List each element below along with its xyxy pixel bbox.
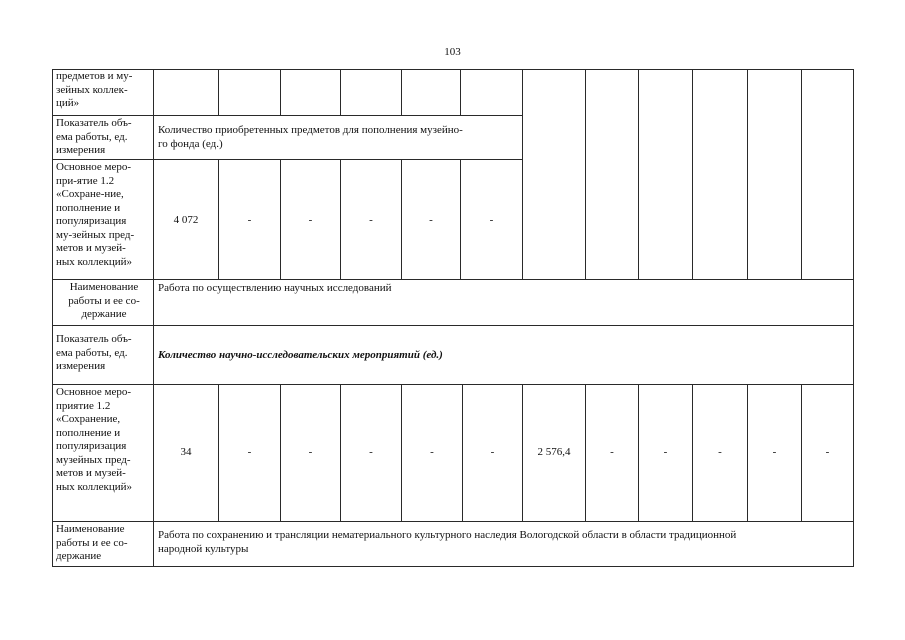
row-label-work-name: Наименование работы и ее со- держание bbox=[68, 281, 140, 320]
value-cell: - bbox=[610, 446, 614, 458]
row-label-volume-indicator: Показатель объ- ема работы, ед. измерения bbox=[56, 117, 132, 156]
value-cell: 4 072 bbox=[173, 214, 199, 226]
value-cell: - bbox=[247, 214, 252, 226]
value-cell: - bbox=[308, 446, 313, 458]
value-cell: 34 bbox=[180, 446, 192, 458]
value-cell: - bbox=[308, 214, 313, 226]
value-cell: - bbox=[369, 214, 373, 226]
indicator-research-events: Количество научно-исследовательских мероприятий (ед.) bbox=[158, 349, 443, 361]
value-cell: - bbox=[772, 446, 777, 458]
indicator-acquired-items: Количество приобретенных предметов для пополнения музейно- го фонда (ед.) bbox=[158, 124, 463, 150]
value-cell: - bbox=[369, 446, 373, 458]
budget-table bbox=[52, 69, 854, 567]
work-description-research: Работа по осуществлению научных исследований bbox=[158, 282, 392, 294]
value-cell: - bbox=[490, 446, 495, 458]
value-cell-amount: 2 576,4 bbox=[537, 446, 571, 458]
value-cell: - bbox=[663, 446, 668, 458]
work-description-heritage: Работа по сохранению и трансляции нематериального культурного наследия Вологодской области в области традиционной народной культуры bbox=[158, 529, 737, 555]
value-cell: - bbox=[825, 446, 830, 458]
value-cell: - bbox=[489, 214, 494, 226]
row-label-main-activity: Основное меро- приятие 1.2 «Сохранение, пополнение и популяризация музейных пред- метов и музей- ных коллекций» bbox=[56, 386, 133, 493]
row-label-volume-indicator: Показатель объ- ема работы, ед. измерения bbox=[56, 333, 132, 372]
value-cell: - bbox=[718, 446, 722, 458]
value-cell: - bbox=[429, 214, 433, 226]
page-number: 103 bbox=[444, 46, 461, 58]
row-label-main-activity: Основное меро- при-ятие 1.2 «Сохране-ние, пополнение и популяризация му-зейных пред- метов и музей- ных коллекций» bbox=[56, 161, 135, 268]
row-label-work-name: Наименование работы и ее со- держание bbox=[56, 523, 128, 562]
value-cell: - bbox=[430, 446, 434, 458]
value-cell: - bbox=[247, 446, 252, 458]
row-label-collections: предметов и му- зейных коллек- ций» bbox=[56, 70, 133, 109]
